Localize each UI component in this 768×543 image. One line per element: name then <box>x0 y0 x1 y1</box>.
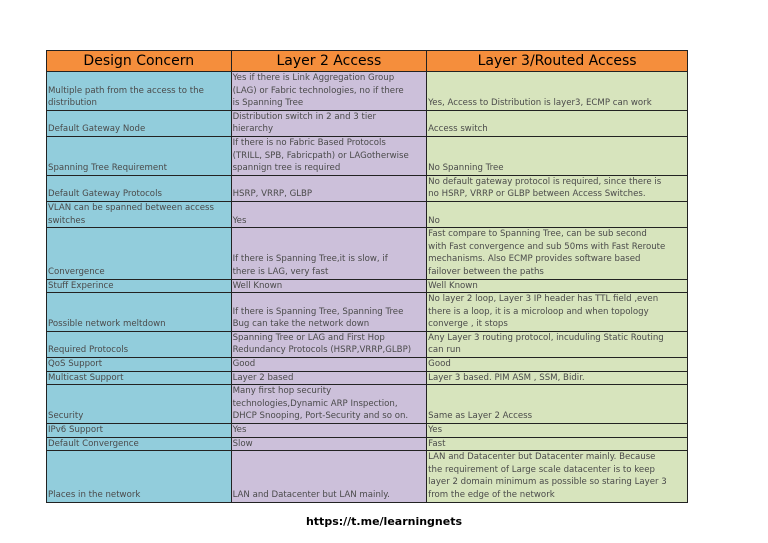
cell-design-concern <box>47 136 232 175</box>
cell-design-concern <box>47 385 232 424</box>
table-row <box>47 385 688 424</box>
table-header <box>47 51 688 72</box>
comparison-table <box>46 50 688 503</box>
cell-layer3-access <box>427 331 688 357</box>
cell-layer3-access <box>427 72 688 111</box>
cell-line: LAN and Datacenter but LAN mainly. <box>232 490 390 500</box>
table-row <box>47 358 688 372</box>
cell-line: the requirement of Large scale datacenter is to keep <box>428 464 655 475</box>
cell-line: Well Known <box>232 280 283 291</box>
cell-line: Spanning Tree or LAG and First Hop <box>232 332 385 343</box>
cell-layer2-access <box>231 437 427 451</box>
cell-line: QoS Support <box>48 359 103 370</box>
cell-line: Possible network meltdown <box>48 319 166 330</box>
cell-layer2-access <box>231 136 427 175</box>
cell-layer3-access <box>427 293 688 332</box>
cell-line: Distribution switch in 2 and 3 tier <box>232 111 377 122</box>
cell-layer3-access <box>427 110 688 136</box>
cell-layer3-access <box>427 228 688 279</box>
cell-design-concern <box>47 110 232 136</box>
cell-line: No layer 2 loop, Layer 3 IP header has TTL field ,even <box>428 294 659 305</box>
cell-line: Default Convergence <box>48 438 139 449</box>
cell-design-concern <box>47 437 232 451</box>
cell-line: distribution <box>48 98 97 109</box>
cell-line: spannign tree is required <box>232 163 341 174</box>
cell-line: Yes, Access to Distribution is layer3, ECMP can work <box>428 98 652 109</box>
cell-design-concern <box>47 201 232 227</box>
cell-line: Security <box>48 411 84 422</box>
cell-line: is Spanning Tree <box>232 98 304 109</box>
cell-line: Same as Layer 2 Access <box>428 411 533 422</box>
cell-line: Multiple path from the access to the <box>48 85 204 96</box>
cell-line: failover between the paths <box>428 266 544 277</box>
cell-line: Any Layer 3 routing protocol, incuduling Static Routing <box>428 332 664 343</box>
cell-layer2-access <box>231 331 427 357</box>
cell-line: Well Known <box>428 280 478 291</box>
table-row <box>47 293 688 332</box>
cell-layer2-access <box>231 228 427 279</box>
cell-design-concern <box>47 424 232 438</box>
table-row <box>47 451 688 502</box>
table-row <box>47 110 688 136</box>
cell-line: Good <box>428 359 451 370</box>
cell-line: Yes if there is Link Aggregation Group <box>232 73 395 83</box>
cell-layer2-access <box>231 371 427 385</box>
cell-layer3-access <box>427 371 688 385</box>
cell-layer2-access <box>231 110 427 136</box>
cell-layer2-access <box>231 424 427 438</box>
cell-layer2-access <box>231 385 427 424</box>
cell-line: If there is Spanning Tree, Spanning Tree <box>232 306 404 317</box>
cell-line: Redundancy Protocols (HSRP,VRRP,GLBP) <box>232 345 412 356</box>
cell-layer2-access <box>231 201 427 227</box>
cell-layer3-access <box>427 437 688 451</box>
table-row <box>47 136 688 175</box>
cell-layer3-access <box>427 451 688 502</box>
cell-line: layer 2 domain minimum as possible so staring Layer 3 <box>428 477 667 488</box>
cell-layer3-access <box>427 358 688 372</box>
table-row <box>47 424 688 438</box>
cell-line: Access switch <box>428 124 488 135</box>
cell-line: Slow <box>232 438 253 449</box>
cell-line: VLAN can be spanned between access <box>48 202 214 213</box>
cell-design-concern <box>47 371 232 385</box>
table-row <box>47 201 688 227</box>
cell-line: (TRILL, SPB, Fabricpath) or LAGotherwise <box>232 150 409 161</box>
cell-line: DHCP Snooping, Port-Security and so on. <box>232 411 409 422</box>
cell-line: No <box>428 215 440 226</box>
cell-line: from the edge of the network <box>428 490 555 500</box>
cell-line: (LAG) or Fabric technologies, no if there <box>232 85 404 96</box>
table-row <box>47 331 688 357</box>
cell-line: If there is Spanning Tree,it is slow, if <box>232 254 388 265</box>
cell-layer2-access <box>231 279 427 293</box>
table-row <box>47 437 688 451</box>
table-row <box>47 72 688 111</box>
header-design-concern: Design Concern <box>47 51 232 72</box>
cell-layer2-access <box>231 358 427 372</box>
cell-line: Good <box>232 359 256 370</box>
cell-line: technologies,Dynamic ARP Inspection, <box>232 398 398 409</box>
cell-line: Yes <box>428 425 443 436</box>
cell-line: Spanning Tree Requirement <box>48 163 167 174</box>
cell-line: Default Gateway Protocols <box>48 189 162 200</box>
cell-line: No default gateway protocol is required, since there is <box>428 176 662 187</box>
cell-line: Default Gateway Node <box>48 124 146 135</box>
cell-line: switches <box>48 215 86 226</box>
cell-line: Bug can take the network down <box>232 319 370 330</box>
cell-line: Yes <box>232 425 247 436</box>
cell-line: Places in the network <box>48 490 141 500</box>
cell-line: Stuff Experince <box>48 280 114 291</box>
cell-design-concern <box>47 228 232 279</box>
cell-line: can run <box>428 345 461 356</box>
cell-line: No Spanning Tree <box>428 163 504 174</box>
cell-design-concern <box>47 451 232 502</box>
cell-layer3-access <box>427 385 688 424</box>
cell-design-concern <box>47 293 232 332</box>
table-row <box>47 175 688 201</box>
table-row <box>47 228 688 279</box>
cell-line: IPv6 Support <box>48 425 103 436</box>
cell-line: there is a loop, it is a microloop and when topology <box>428 306 649 317</box>
cell-line: mechanisms. Also ECMP provides software based <box>428 254 641 265</box>
header-layer2-access: Layer 2 Access <box>231 51 427 72</box>
cell-line: Yes <box>232 215 247 226</box>
cell-line: LAN and Datacenter but Datacenter mainly. Because <box>428 452 656 463</box>
cell-design-concern <box>47 358 232 372</box>
cell-layer3-access <box>427 279 688 293</box>
cell-line: Layer 3 based. PIM ASM , SSM, Bidir. <box>428 372 585 383</box>
cell-line: Multicast Support <box>48 372 124 383</box>
cell-line: Fast compare to Spanning Tree, can be sub second <box>428 229 647 240</box>
cell-layer3-access <box>427 175 688 201</box>
cell-line: with Fast convergence and sub 50ms with Fast Reroute <box>428 241 666 252</box>
cell-layer2-access <box>231 293 427 332</box>
header-layer3-routed-access: Layer 3/Routed Access <box>427 51 688 72</box>
cell-line: there is LAG, very fast <box>232 266 329 277</box>
cell-line: hierarchy <box>232 124 274 135</box>
cell-layer3-access <box>427 201 688 227</box>
cell-layer2-access <box>231 175 427 201</box>
cell-layer2-access <box>231 72 427 111</box>
footer-url: https://t.me/learningnets <box>305 515 463 528</box>
cell-line: no HSRP, VRRP or GLBP between Access Switches. <box>428 189 646 200</box>
cell-line: HSRP, VRRP, GLBP <box>232 189 313 200</box>
cell-design-concern <box>47 72 232 111</box>
cell-line: Convergence <box>48 266 105 277</box>
cell-layer3-access <box>427 136 688 175</box>
cell-design-concern <box>47 175 232 201</box>
table-row <box>47 279 688 293</box>
cell-design-concern <box>47 331 232 357</box>
cell-line: Required Protocols <box>48 345 129 356</box>
cell-design-concern <box>47 279 232 293</box>
cell-line: If there is no Fabric Based Protocols <box>232 137 386 148</box>
cell-line: converge , it stops <box>428 319 508 330</box>
header-row <box>47 51 688 72</box>
cell-line: Many first hop security <box>232 386 332 397</box>
cell-line: Fast <box>428 438 446 449</box>
cell-line: Layer 2 based <box>232 372 294 383</box>
cell-layer2-access <box>231 451 427 502</box>
table-body <box>47 72 688 503</box>
cell-layer3-access <box>427 424 688 438</box>
table-row <box>47 371 688 385</box>
